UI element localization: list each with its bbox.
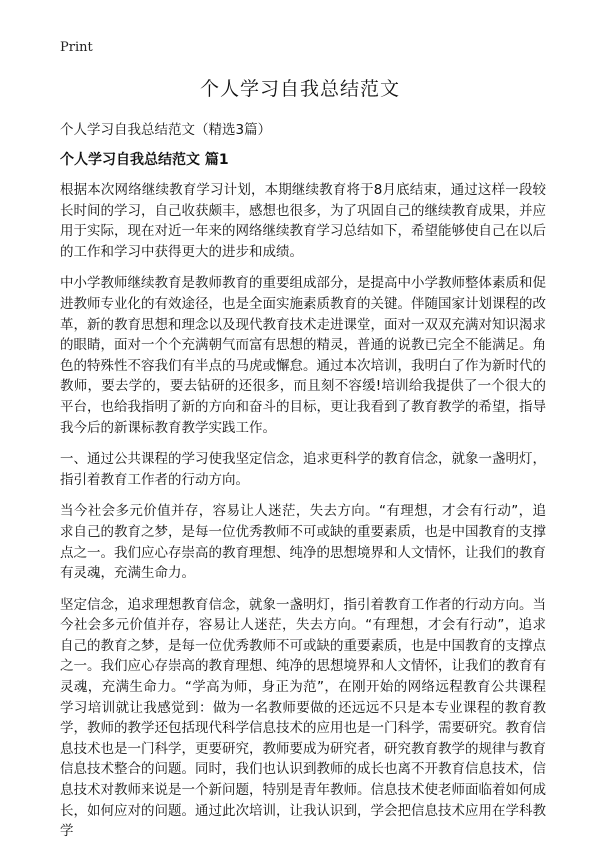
paragraph-2: 中小学教师继续教育是教师教育的重要组成部分，是提高中小学教师整体素质和促进教师专业化的有效途径，也是全面实施素质教育的关键。伴随国家计划课程的改革，新的教育思想和理念以及现代教育技术走进课堂，面对一双双充满对知识渴求的眼睛，面对一个个充满朝气而富有思想的精灵，普通的说教已完全不能满足。角色的特殊性不容我们有半点的马虎或懈怠。通过本次培训，我明白了作为新时代的教师，要去学的，要去钻研的还很多，而且刻不容缓!培训给我提供了一个很大的平台，也给我指明了新的方向和奋斗的目标，更让我看到了教育教学的希望，指导我今后的新课标教育教学实践工作。 (60, 275, 546, 436)
paragraph-3: 一、通过公共课程的学习使我坚定信念，追求更科学的教育信念，就象一盏明灯，指引着教育工作者的行动方向。 (60, 451, 546, 488)
page-title: 个人学习自我总结范文 (199, 78, 400, 100)
document-subtitle: 个人学习自我总结范文（精选3篇） (60, 122, 272, 138)
section-heading: 个人学习自我总结范文 篇1 (60, 152, 229, 168)
article-body (60, 180, 546, 853)
print-link[interactable]: Print (60, 40, 93, 55)
paragraph-5: 坚定信念，追求理想教育信念，就象一盏明灯，指引着教育工作者的行动方向。当今社会多元价值并存，容易让人迷茫，失去方向。“有理想，才会有行动”，追求自己的教育之梦，是每一位优秀教师不可或缺的重要素质，也是中国教育的支撑点之一。我们应心存崇高的教育理想、纯净的思想境界和人文情怀，让我们的教育有灵魂，充满生命力。“学高为师，身正为范”，在刚开始的网络远程教育公共课程学习培训就让我感觉到：做为一名教师要做的还远远不只是本专业课程的教育教学，教师的教学还包括现代科学信息技术的应用也是一门科学，需要研究。教育信息技术也是一门科学，更要研究，教师要成为研究者，研究教育教学的规律与教育信息技术整合的问题。同时，我们也认识到教师的成长也离不开教育信息技术，信息技术对教师来说是一个新问题，特别是青年教师。信息技术使老师面临着如何成长，如何应对的问题。通过此次培训，让我认识到，学会把信息技术应用在学科教学 (60, 596, 546, 840)
paragraph-4: 当今社会多元价值并存，容易让人迷茫，失去方向。“有理想，才会有行动”，追求自己的教育之梦，是每一位优秀教师不可或缺的重要素质，也是中国教育的支撑点之一。我们应心存崇高的教育理想、纯净的思想境界和人文情怀，让我们的教育有灵魂，充满生命力。 (60, 503, 546, 582)
paragraph-1: 根据本次网络继续教育学习计划，本期继续教育将于8月底结束，通过这样一段较长时间的学习，自己收获颇丰，感想也很多，为了巩固自己的继续教育成果，并应用于实际，现在对近一年来的网络继续教育学习总结如下，希望能够使自己在以后的工作和学习中获得更大的进步和成绩。 (60, 182, 546, 260)
